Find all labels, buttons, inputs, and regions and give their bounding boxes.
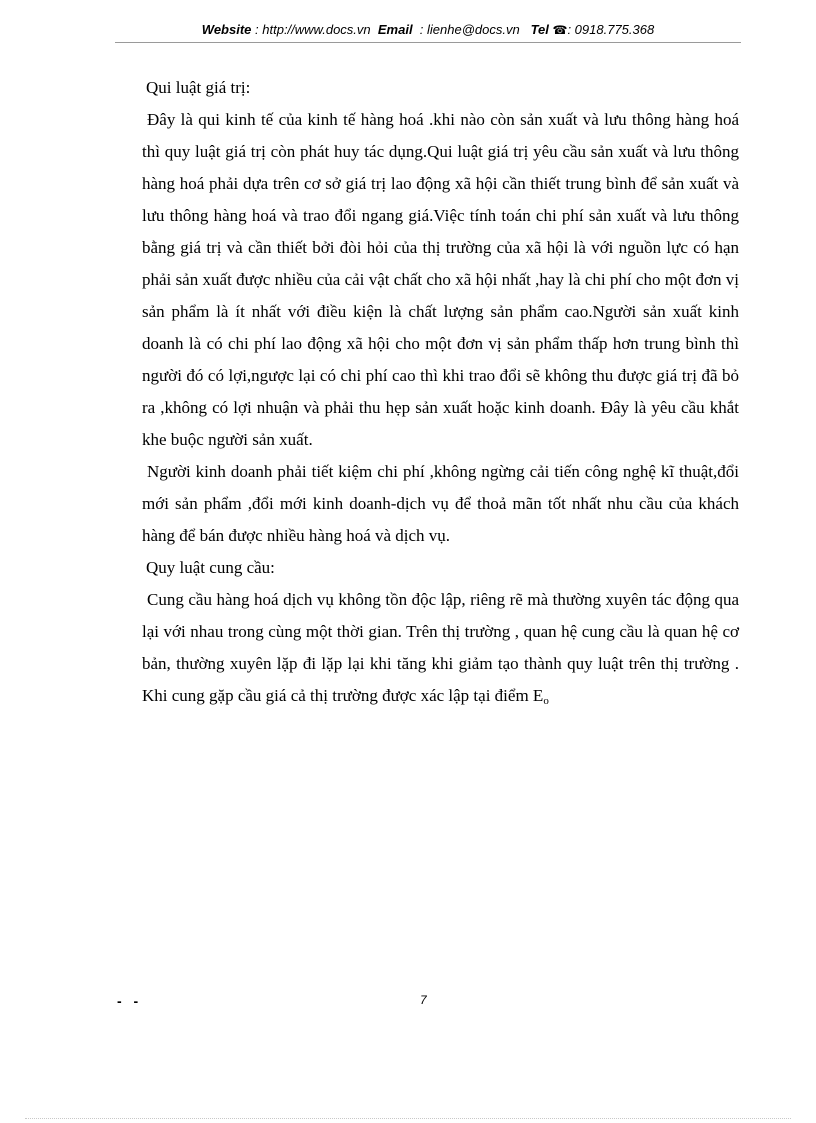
bottom-dotted-rule	[25, 1118, 791, 1119]
footer-dashes: - -	[117, 993, 143, 1009]
tel-label: Tel	[530, 22, 549, 37]
paragraph-cung-cau-text: Cung cầu hàng hoá dịch vụ không tồn độc lập, riêng rẽ mà thường xuyên tác động qua lại với nhau trong cùng một thời gian. Trên thị trường , quan hệ cung cầu là quan hệ cơ bản, thường xuyên lặp đi lặp lại khi tăng khi giảm tạo thành quy luật trên thị trường . Khi cung gặp cầu giá cả thị trường được xác lập tại điểm E	[142, 590, 739, 705]
section-heading-cung-cau: Quy luật cung cầu:	[146, 558, 275, 577]
website-label: Website	[201, 22, 252, 37]
paragraph-gia-tri: Đây là qui kinh tế của kinh tế hàng hoá .khi nào còn sản xuất và lưu thông hàng hoá thì quy luật giá trị còn phát huy tác dụng.Qui luật giá trị yêu cầu sản xuất và lưu thông hàng hoá phải dựa trên cơ sở giá trị lao động xã hội cần thiết trung bình để sản xuất và lưu thông hàng hoá và trao đổi ngang giá.Việc tính toán chi phí sản xuất và lưu thông bằng giá trị và cần thiết bởi đòi hỏi của thị trường của xã hội là với nguồn lực có hạn phải sản xuất được nhiều của cải vật chất cho xã hội nhất ,hay là chi phí cho một đơn vị sản phẩm là ít nhất với điều kiện là chất lượng sản phẩm cao.Người sản xuất kinh doanh là có chi phí lao động xã hội cho một đơn vị sản phẩm thấp hơn trung bình thì người đó có lợi,ngược lại có chi phí cao thì khi trao đổi sẽ không thu được giá trị đã bỏ ra ,không có lợi nhuận và phải thu hẹp sản xuất hoặc kinh doanh. Đây là yêu cầu khắt khe buộc người sản xuất.	[142, 110, 739, 449]
page-number: 7	[420, 993, 427, 1007]
email-link[interactable]: : lienhe@docs.vn	[419, 22, 520, 37]
phone-icon: ☎	[552, 23, 568, 37]
section-heading-gia-tri: Qui luật giá trị:	[146, 78, 251, 97]
website-link[interactable]: : http://www.docs.vn	[255, 22, 371, 37]
email-label: Email	[377, 22, 413, 37]
paragraph-cung-cau	[142, 584, 739, 712]
document-body	[142, 72, 739, 712]
tel-value: : 0918.775.368	[567, 22, 655, 37]
subscript-o: o	[543, 695, 549, 707]
paragraph-kinh-doanh: Người kinh doanh phải tiết kiệm chi phí ,không ngừng cải tiến công nghệ kĩ thuật,đổi mới sản phẩm ,đổi mới kinh doanh-dịch vụ để thoả mãn tốt nhất nhu cầu của khách hàng để bán được nhiều hàng hoá và dịch vụ.	[142, 462, 739, 545]
page-header	[115, 20, 741, 43]
